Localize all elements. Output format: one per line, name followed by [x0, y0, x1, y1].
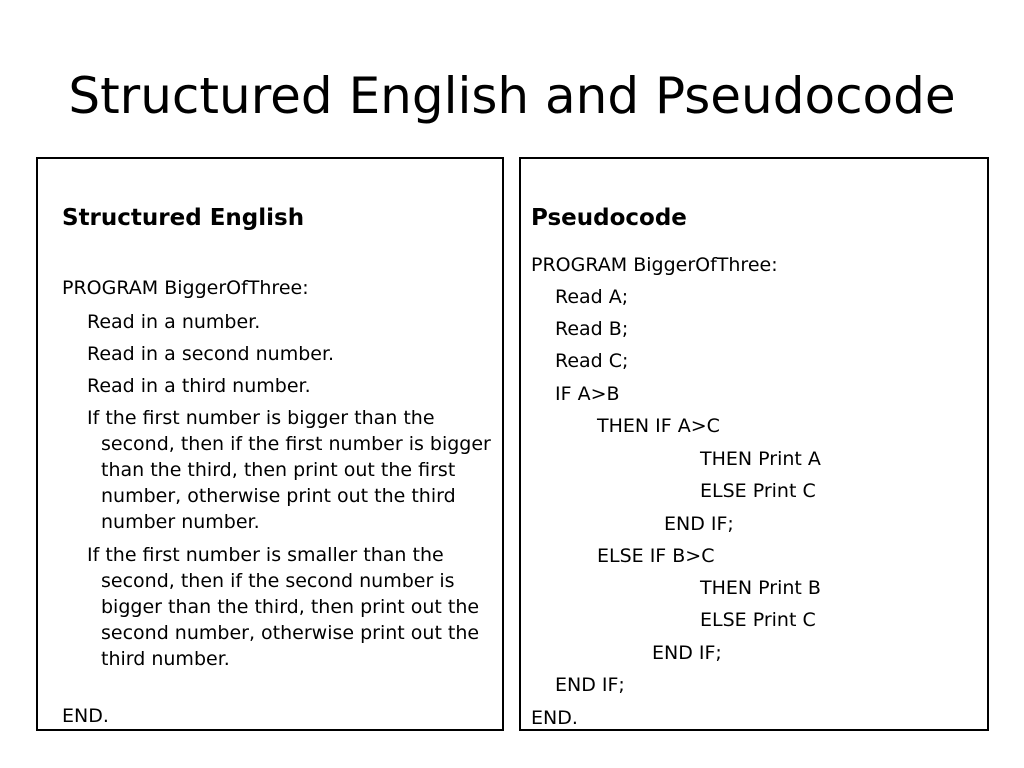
structured-english-step: Read in a number. [87, 311, 261, 333]
pseudocode-line: IF A>B [555, 383, 620, 405]
pseudocode-line: THEN Print A [700, 448, 821, 470]
slide-title: Structured English and Pseudocode [68, 67, 956, 125]
structured-english-program-line: PROGRAM BiggerOfThree: [62, 277, 309, 299]
structured-english-end-line: END. [62, 705, 109, 727]
pseudocode-panel [519, 157, 989, 731]
pseudocode-line: ELSE IF B>C [597, 545, 715, 567]
structured-english-step: Read in a third number. [87, 375, 311, 397]
pseudocode-line: END IF; [555, 674, 625, 696]
pseudocode-line: END. [531, 707, 578, 729]
pseudocode-line: THEN Print B [700, 577, 821, 599]
pseudocode-line: Read B; [555, 318, 629, 340]
pseudocode-line: END IF; [664, 513, 734, 535]
structured-english-step: Read in a second number. [87, 343, 335, 365]
structured-english-panel [36, 157, 504, 731]
pseudocode-line: ELSE Print C [700, 480, 816, 502]
pseudocode-heading: Pseudocode [531, 205, 687, 231]
pseudocode-line: PROGRAM BiggerOfThree: [531, 254, 778, 276]
structured-english-step: If the first number is smaller than the second, then if the second number is bigger than the third, then print out the second number, otherwise print out the third number. [87, 544, 480, 670]
pseudocode-line: Read A; [555, 286, 629, 308]
structured-english-step: If the first number is bigger than the second, then if the first number is bigger than the third, then print out the first number, otherwise print out the third number number. [87, 407, 491, 533]
pseudocode-line: ELSE Print C [700, 609, 816, 631]
structured-english-heading: Structured English [62, 205, 305, 231]
pseudocode-line: Read C; [555, 350, 629, 372]
pseudocode-line: THEN IF A>C [597, 415, 720, 437]
pseudocode-line: END IF; [652, 642, 722, 664]
